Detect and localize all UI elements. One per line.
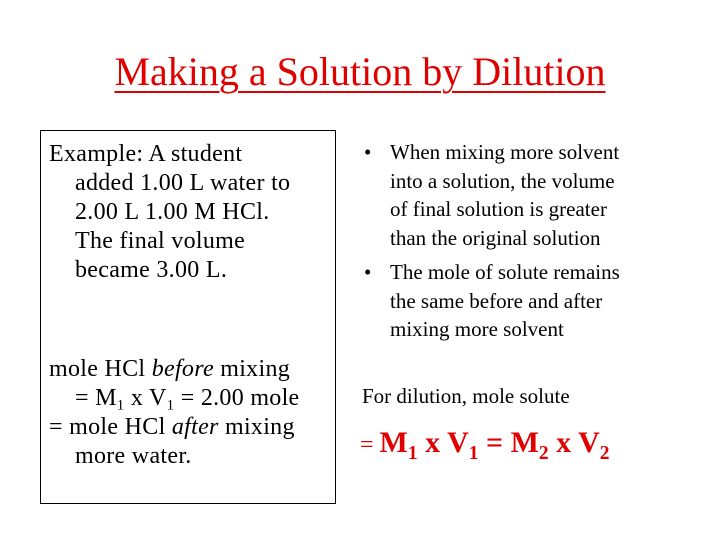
mole-after-suffix: mixing bbox=[218, 414, 295, 440]
eq-text: = 2.00 mole bbox=[174, 385, 300, 411]
bullet-line: The mole of solute remains bbox=[390, 260, 620, 284]
dilution-formula bbox=[360, 426, 610, 464]
formula-text: M bbox=[379, 426, 408, 459]
bullet-line: When mixing more solvent bbox=[390, 140, 620, 164]
mole-after-line2: more water. bbox=[75, 443, 192, 469]
eq-subscript: 1 bbox=[116, 397, 125, 414]
bullet-line: than the original solution bbox=[390, 225, 601, 250]
bullet-item bbox=[362, 258, 692, 344]
example-paragraph bbox=[49, 140, 349, 285]
bullet-list bbox=[362, 138, 692, 350]
mole-before-line bbox=[49, 355, 349, 384]
mole-before-prefix: mole HCl bbox=[49, 356, 152, 382]
mole-after-prefix: = mole HCl bbox=[49, 414, 172, 440]
formula-text: x V bbox=[417, 426, 469, 459]
example-line: 2.00 L 1.00 M HCl. bbox=[75, 199, 270, 225]
formula-subscript: 2 bbox=[538, 442, 549, 464]
bullet-line: of final solution is greater bbox=[390, 197, 607, 221]
bullet-line: the same before and after bbox=[390, 288, 603, 313]
mole-before-italic: before bbox=[151, 356, 214, 382]
bullet-item bbox=[362, 138, 692, 252]
bullet-icon: • bbox=[364, 140, 372, 164]
bullet-line: into a solution, the volume bbox=[390, 168, 615, 193]
eq-text: = M bbox=[75, 385, 117, 411]
bullet-line: mixing more solvent bbox=[390, 317, 564, 341]
mole-paragraph bbox=[49, 355, 349, 471]
mole-after-italic: after bbox=[171, 414, 219, 440]
example-line: The final volume bbox=[75, 228, 246, 254]
eq-text: x V bbox=[124, 385, 167, 411]
example-line: became 3.00 L. bbox=[75, 257, 228, 283]
formula-text: = M bbox=[478, 426, 539, 459]
eq-subscript: 1 bbox=[166, 397, 175, 414]
example-line: added 1.00 L water to bbox=[75, 170, 291, 196]
formula-eq: = bbox=[360, 432, 380, 458]
mole-before-equation bbox=[49, 384, 349, 413]
dilution-label: For dilution, mole solute bbox=[362, 384, 570, 408]
bullet-icon: • bbox=[364, 260, 372, 284]
slide-title: Making a Solution by Dilution bbox=[114, 49, 606, 94]
formula-subscript: 2 bbox=[599, 442, 610, 464]
formula-subscript: 1 bbox=[468, 442, 479, 464]
example-line: Example: A student bbox=[49, 141, 243, 167]
mole-after-line bbox=[49, 413, 349, 442]
formula-subscript: 1 bbox=[407, 442, 418, 464]
mole-before-suffix: mixing bbox=[213, 356, 291, 382]
formula-text: x V bbox=[548, 426, 600, 459]
